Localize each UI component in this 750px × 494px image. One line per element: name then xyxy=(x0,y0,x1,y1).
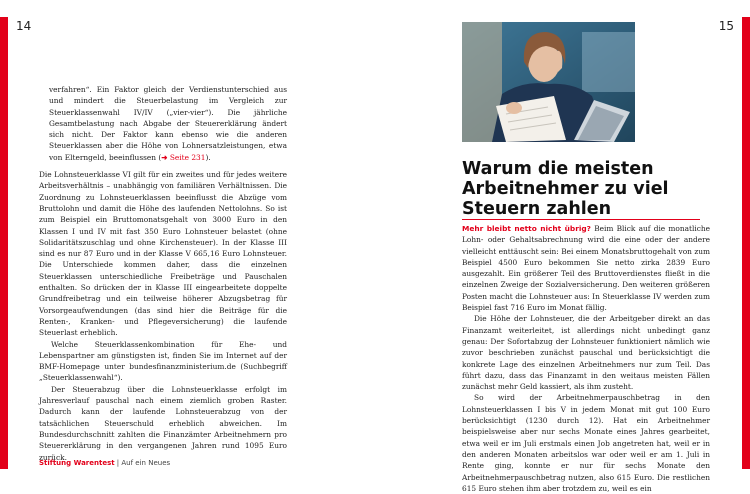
page-number-left: 14 xyxy=(16,19,32,33)
left-page-body xyxy=(39,84,287,463)
left-margin-bar xyxy=(0,17,8,469)
paragraph-lohnsteuer-hoehe: Die Höhe der Lohnsteuer, die der Arbeitgeber direkt an das Finanzamt weiterleitet, ist allerdings nicht unbedingt ganz genau: Der Sofortabzug der Lohnsteuer funktioniert nämlich wie zuvor beschrieben zunächst pauschal und berücksichtigt die konkrete Lage des einzelnen Arbeitnehmers nur zum Teil. Das führt dazu, dass das Finanzamt in den weitaus meisten Fällen zunächst mehr Geld kassiert, als ihm zusteht. xyxy=(462,314,710,392)
paragraph-arbeitnehmerpauschbetrag: So wird der Arbeitnehmerpauschbetrag in den Lohnsteuerklassen I bis V in jedem Monat mit gut 100 Euro berücksichtigt (1230 durch 12). Hat ein Arbeitnehmer beispielsweise aber nur sechs Monate eines Jahres gearbeitet, etwa weil er im Juli erstmals einen Job angetreten hat, weil er in den anderen Monaten arbeitslos war oder weil er am 1. Juli in Rente ging, konnte er nur für sechs Monate den Arbeitnehmerpauschbetrag nutzen, also 615 Euro. Die restlichen 615 Euro stehen ihm aber trotzdem zu, weil es ein xyxy=(462,393,710,493)
paragraph-steuerabzug: Der Steuerabzug über die Lohnsteuerklasse erfolgt im Jahresverlauf pauschal nach einem ziemlich groben Raster. Dadurch kann der laufende Lohnsteuerabzug von der tatsächlichen Steuerschuld erheblich abweichen. Im Bundesdurchschnitt zahlten die Finanzämter Arbeitnehmern pro Steuererklärung in den vergangenen Jahren rund 1095 Euro zurück. xyxy=(39,384,287,462)
article-headline: Warum die meisten Arbeitnehmer zu viel Steuern zahlen xyxy=(462,159,669,219)
cross-reference-link[interactable]: Seite 231 xyxy=(169,152,206,162)
paragraph-steuerklassenkombination: Welche Steuerklassenkombination für Ehe- und Lebenspartner am günstigsten ist, finden Sie im Internet auf der BMF-Homepage unter bundesfinanzministerium.de (Suchbegriff „Steuerklassenwahl“). xyxy=(39,339,287,383)
paragraph-lead: Mehr bleibt netto nicht übrig? Beim Blick auf die monatliche Lohn- oder Gehaltsabrechnung wird die eine oder der andere vielleicht enttäuscht sein: Bei einem Monatsbruttogehalt von zum Beispiel 4500 Euro bekommen Sie netto zirka 2839 Euro ausgezahlt. Ein größerer Teil des Bruttoverdienstes fließt in die einzelnen Zweige der Sozialversicherung. Den weiteren größeren Posten macht die Lohnsteuer aus: In Steuerklasse IV werden zum Beispiel fast 716 Euro im Monat fällig. xyxy=(462,224,710,313)
footer-brand: Stiftung Warentest xyxy=(39,459,115,467)
photo-woman-reading-documents xyxy=(462,22,635,142)
headline-divider xyxy=(462,219,700,220)
cross-reference-arrow-icon: ➜ xyxy=(161,152,168,162)
lead-in: Mehr bleibt netto nicht übrig? xyxy=(462,224,591,233)
page-number-right: 15 xyxy=(718,19,734,33)
page-footer: Stiftung Warentest | Auf ein Neues xyxy=(39,459,171,467)
right-page-body xyxy=(462,223,710,494)
right-margin-bar xyxy=(742,17,750,469)
photo-illustration xyxy=(462,22,635,142)
paragraph-lohnsteuerklasse-vi: Die Lohnsteuerklasse VI gilt für ein zweites und für jedes weitere Arbeitsverhältnis – unabhängig von familiären Verhältnissen. Die Zuordnung zu Lohnsteuerklassen beeinflusst die Abzüge vom Bruttolohn und damit die Höhe des laufenden Nettolohns. So ist zum Beispiel ein Bruttomonatsgehalt von 3000 Euro in den Klassen I und IV mit fast 350 Euro Lohnsteuer belastet (ohne Solidaritätszuschlag und ohne Kirchensteuer). In der Klasse III sind es nur 87 Euro und in der Klasse V 665,16 Euro Lohnsteuer. Die Unterschiede kommen daher, dass die einzelnen Steuerklassen unterschiedliche Freibeträge und Pauschalen enthalten. So drücken der in Klasse III eingearbeitete doppelte Grundfreibetrag und ein teilweise höherer Abzugsbetrag für Vorsorgeaufwendungen (das sind hier die Beiträge für die Renten-, Kranken- und Pflegeversicherung) die laufende Steuerlast erheblich. xyxy=(39,170,287,338)
paragraph-faktorverfahren: verfahren“. Ein Faktor gleich der Verdienstunterschied aus und mindert die Steuerbelastung im Vergleich zur Steuerklassenwahl IV/IV („vier-vier“). Die jährliche Gesamtbelastung nach Abgabe der Steuererklärung ändert sich nicht. Der Faktor kann ebenso wie die anderen Steuerklassen aber die Höhe von Lohnersatzleistungen, etwa von Elterngeld, beeinflussen (➜ Seite 231). xyxy=(49,85,287,162)
footer-series: Auf ein Neues xyxy=(121,459,171,467)
